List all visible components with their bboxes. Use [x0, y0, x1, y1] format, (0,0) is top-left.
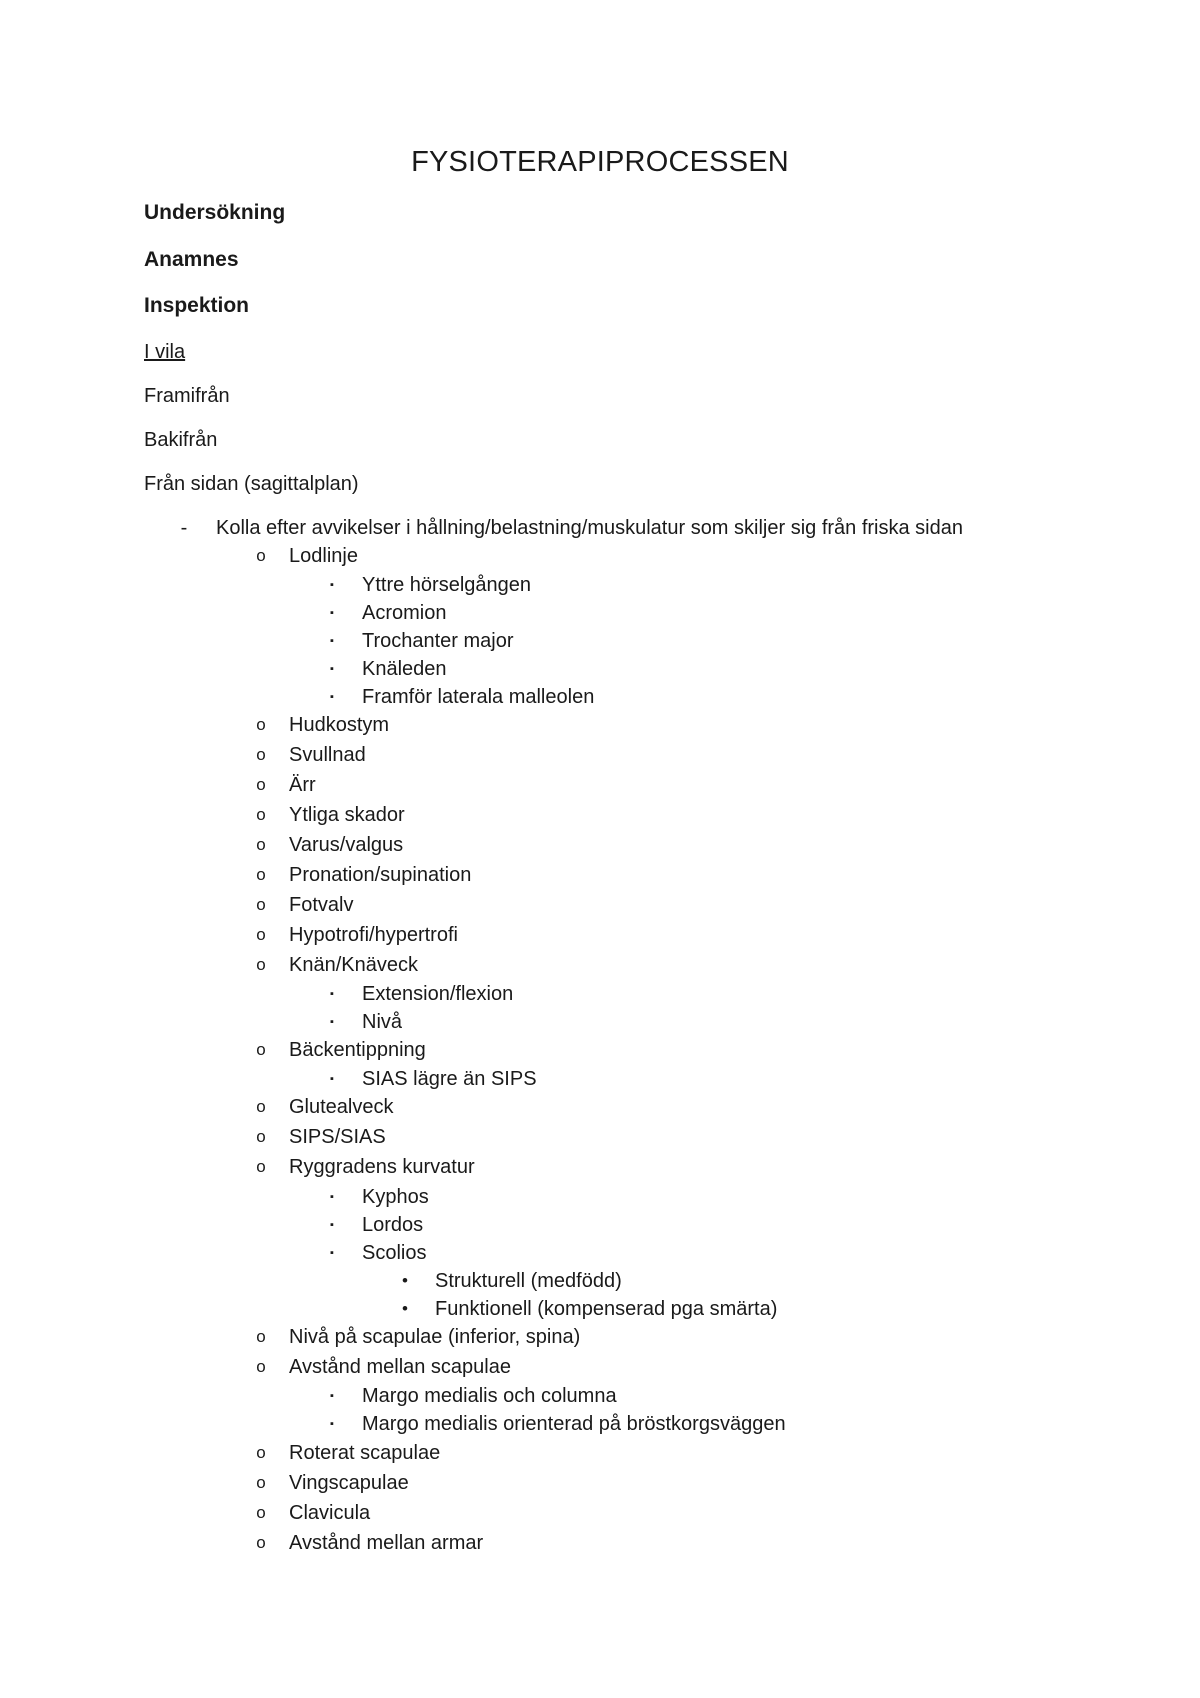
square-bullet-icon: ▪ [330, 1073, 334, 1085]
circle-bullet-icon: o [256, 925, 266, 944]
list-item-text: Margo medialis och columna [362, 1385, 617, 1407]
square-bullet-icon: ▪ [330, 1016, 334, 1028]
list-item-text: Nivå på scapulae (inferior, spina) [289, 1326, 581, 1348]
bullet-bullet-icon: • [402, 1271, 408, 1290]
circle-bullet-icon: o [256, 745, 266, 764]
list-item-text: Svullnad [289, 744, 366, 766]
list-item-text: Knän/Knäveck [289, 954, 418, 976]
circle-bullet-icon: o [256, 1097, 266, 1116]
list-item-text: Clavicula [289, 1502, 371, 1524]
circle-bullet-icon: o [256, 1040, 266, 1059]
list-item-text: Framför laterala malleolen [362, 686, 595, 708]
circle-bullet-icon: o [256, 546, 266, 565]
list-item-text: Hypotrofi/hypertrofi [289, 924, 458, 946]
list-item-text: Extension/flexion [362, 983, 514, 1005]
square-bullet-icon: ▪ [330, 1247, 334, 1259]
square-bullet-icon: ▪ [330, 1191, 334, 1203]
heading-inspektion: Inspektion [144, 294, 250, 317]
list-item-text: Avstånd mellan armar [289, 1532, 484, 1554]
list-item-text: Avstånd mellan scapulae [289, 1356, 511, 1378]
list-item-text: Scolios [362, 1242, 427, 1264]
circle-bullet-icon: o [256, 1357, 266, 1376]
circle-bullet-icon: o [256, 805, 266, 824]
square-bullet-icon: ▪ [330, 1390, 334, 1402]
circle-bullet-icon: o [256, 955, 266, 974]
list-item-text: Bäckentippning [289, 1039, 426, 1061]
list-item-text: Knäleden [362, 658, 447, 680]
circle-bullet-icon: o [256, 1327, 266, 1346]
circle-bullet-icon: o [256, 895, 266, 914]
list-item-text: Margo medialis orienterad på bröstkorgsväggen [362, 1413, 786, 1435]
list-item-text: Vingscapulae [289, 1472, 409, 1494]
list-item-text: Lordos [362, 1214, 424, 1236]
list-item-text: Fotvalv [289, 894, 354, 916]
list-item-text: Kyphos [362, 1186, 429, 1208]
circle-bullet-icon: o [256, 1503, 266, 1522]
list-item-text: Kolla efter avvikelser i hållning/belastning/muskulatur som skiljer sig från friska sidan [216, 517, 963, 539]
square-bullet-icon: ▪ [330, 607, 334, 619]
square-bullet-icon: ▪ [330, 988, 334, 1000]
bullet-bullet-icon: • [402, 1299, 408, 1318]
list-item-text: Yttre hörselgången [362, 574, 532, 596]
view-bakifran: Bakifrån [144, 429, 218, 451]
square-bullet-icon: ▪ [330, 1219, 334, 1231]
heading-anamnes: Anamnes [144, 248, 239, 271]
list-item-text: Roterat scapulae [289, 1442, 441, 1464]
list-item-text: Funktionell (kompenserad pga smärta) [435, 1298, 778, 1320]
heading-undersokning: Undersökning [144, 201, 286, 224]
document-title: FYSIOTERAPIPROCESSEN [411, 146, 789, 178]
list-item-text: Lodlinje [289, 545, 358, 567]
subheading-i-vila: I vila [144, 341, 186, 363]
square-bullet-icon: ▪ [330, 635, 334, 647]
list-item-text: Ryggradens kurvatur [289, 1156, 475, 1178]
list-item-text: Hudkostym [289, 714, 390, 736]
circle-bullet-icon: o [256, 775, 266, 794]
square-bullet-icon: ▪ [330, 691, 334, 703]
list-item-text: Acromion [362, 602, 447, 624]
list-item-text: SIPS/SIAS [289, 1126, 386, 1148]
view-fran-sidan: Från sidan (sagittalplan) [144, 473, 359, 495]
circle-bullet-icon: o [256, 865, 266, 884]
list-item-text: Glutealveck [289, 1096, 394, 1118]
list-item-text: Strukturell (medfödd) [435, 1270, 622, 1292]
list-item-text: Trochanter major [362, 630, 514, 652]
dash-bullet-icon: - [180, 517, 188, 539]
square-bullet-icon: ▪ [330, 663, 334, 675]
view-framifran: Framifrån [144, 385, 230, 407]
circle-bullet-icon: o [256, 835, 266, 854]
list-item-text: Ytliga skador [289, 804, 405, 826]
square-bullet-icon: ▪ [330, 579, 334, 591]
circle-bullet-icon: o [256, 1127, 266, 1146]
circle-bullet-icon: o [256, 1157, 266, 1176]
circle-bullet-icon: o [256, 1533, 266, 1552]
list-item-text: Nivå [362, 1011, 403, 1033]
list-item-text: SIAS lägre än SIPS [362, 1068, 537, 1090]
circle-bullet-icon: o [256, 1473, 266, 1492]
list-item-text: Varus/valgus [289, 834, 404, 856]
circle-bullet-icon: o [256, 1443, 266, 1462]
circle-bullet-icon: o [256, 715, 266, 734]
list-item-text: Pronation/supination [289, 864, 472, 886]
list-item-text: Ärr [289, 774, 316, 796]
square-bullet-icon: ▪ [330, 1418, 334, 1430]
